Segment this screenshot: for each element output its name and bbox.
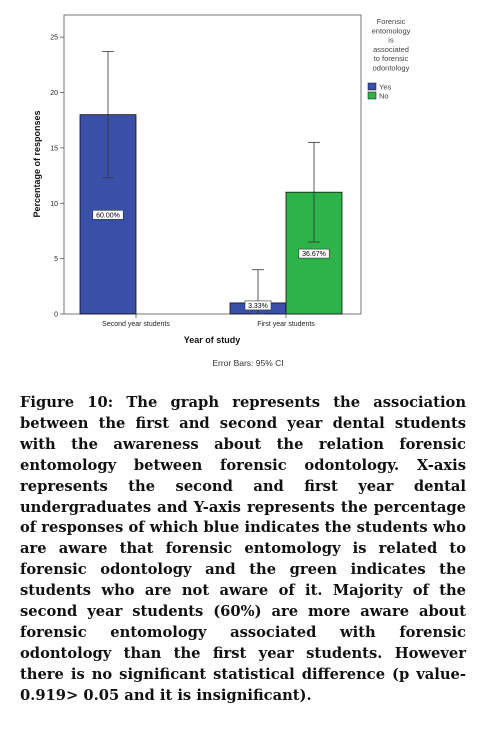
y-tick-label: 15	[50, 145, 58, 153]
legend-title-line: entomology	[371, 26, 411, 36]
data-label: 3.33%	[248, 302, 268, 310]
legend-title-line: is	[388, 35, 394, 45]
error-bars-note: Error Bars: 95% CI	[212, 358, 284, 368]
y-tick-label: 0	[54, 311, 58, 319]
y-tick-label: 20	[50, 90, 58, 98]
y-tick-label: 10	[50, 200, 58, 208]
y-tick-label: 5	[54, 256, 58, 264]
y-axis-title: Percentage of responses	[32, 110, 42, 218]
legend-title-line: to forensic	[373, 54, 409, 64]
x-axis	[102, 314, 315, 328]
legend-swatch-no	[368, 92, 376, 99]
x-tick-label: Second year students	[102, 321, 170, 328]
legend-title-line: odontology	[372, 63, 410, 73]
data-label: 60.00%	[96, 212, 120, 220]
data-label: 36.67%	[302, 251, 326, 259]
y-axis	[50, 35, 64, 319]
legend-title-line: associated	[373, 44, 409, 54]
x-tick-label: First year students	[257, 321, 315, 328]
legend-title-line: Forensic	[376, 17, 406, 26]
legend-label-no: No	[379, 91, 389, 101]
figure-caption: Figure 10: The graph represents the association between the first and second year dental students with the awareness about the relation forensic entomology between forensic odontology. X-axis represents the second and first year dental undergraduates and Y-axis represents the percentage of responses of which blue indicates the students who are aware that forensic entomology is related to forensic odontology and the green indicates the students who are not aware of it. Majority of the second year students (60%) are more aware about forensic entomology associated with forensic odontology than the first year students. However there is no significant statistical difference (p value-0.919> 0.05 and it is insignificant).	[20, 394, 466, 704]
legend-swatch-yes	[368, 83, 376, 90]
x-axis-title: Year of study	[183, 335, 241, 345]
y-tick-label: 25	[50, 34, 58, 42]
legend	[368, 17, 411, 101]
legend-label-yes: Yes	[379, 82, 392, 92]
